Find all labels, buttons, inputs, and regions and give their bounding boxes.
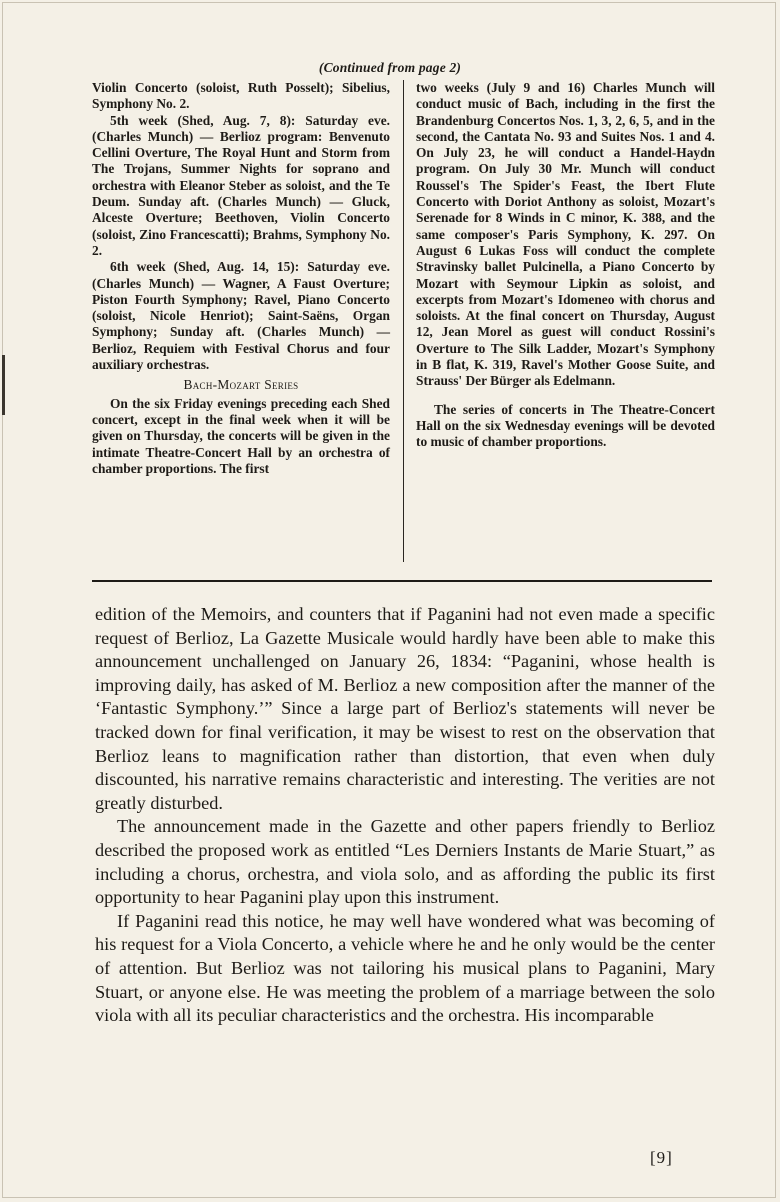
left-para-1: Violin Concerto (soloist, Ruth Posselt); Sibelius, Symphony No. 2. — [92, 80, 390, 112]
main-para-3: If Paganini read this notice, he may well have wondered what was becoming of his request for a Viola Concerto, a vehicle where he and he only would be the center of attention. But Berlioz was not tailoring his musical plans to Paganini, Mary Stuart, or anyone else. He was meeting the problem of a marriage between the solo viola with all its peculiar characteristics and the orchestra. His incomparable — [95, 910, 715, 1026]
left-column — [92, 80, 390, 477]
left-para-week6: 6th week (Shed, Aug. 14, 15): Saturday eve. (Charles Munch) — Wagner, A Faust Overture; Piston Fourth Symphony; Ravel, Piano Concerto (soloist, Nicole Henriot); Saint-Saëns, Organ Symphony; Sunday aft. (Charles Munch) — Berlioz, Requiem with Festival Chorus and four auxiliary orchestras. — [92, 259, 390, 373]
main-text — [95, 603, 715, 1028]
column-divider — [403, 80, 404, 562]
right-gap — [416, 390, 715, 402]
left-para-week5: 5th week (Shed, Aug. 7, 8): Saturday eve. (Charles Munch) — Berlioz program: Benvenuto Cellini Overture, The Royal Hunt and Storm from The Trojans, Summer Nights for soprano and orchestra with Eleanor Steber as soloist, and the Te Deum. Sunday aft. (Charles Munch) — Gluck, Alceste Overture; Beethoven, Violin Concerto (soloist, Zino Francescatti); Brahms, Symphony No. 2. — [92, 112, 390, 258]
page-number: [9] — [650, 1148, 673, 1167]
right-para-1: two weeks (July 9 and 16) Charles Munch will conduct music of Bach, including in the first the Brandenburg Concertos Nos. 1, 3, 2, 6, 5, and in the second, the Cantata No. 93 and Suites Nos. 1 and 4. On July 23, he will conduct a Handel-Haydn program. On July 30 Mr. Munch will conduct Roussel's The Spider's Feast, the Ibert Flute Concerto with Doriot Anthony as soloist, Mozart's Serenade for 8 Winds in C minor, K. 388, and the same composer's Paris Symphony, K. 297. On August 6 Lukas Foss will conduct the complete Stravinsky ballet Pulcinella, a Piano Concerto by Mozart with Seymour Lipkin as soloist, and excerpts from Mozart's Idomeneo with chorus and soloists. At the final concert on Thursday, August 12, Jean Morel as guest will conduct Rossini's Overture to The Silk Ladder, Mozart's Symphony in B flat, K. 319, Ravel's Mother Goose Suite, and Strauss' Der Bürger als Edelmann. — [416, 80, 715, 389]
continued-header: (Continued from page 2) — [318, 60, 462, 75]
series-heading: Bach-Mozart Series — [183, 377, 299, 393]
main-para-1: edition of the Memoirs, and counters that if Paganini had not even made a specific request of Berlioz, La Gazette Musicale would hardly have been able to make this announcement unchallenged on January 26, 1834: “Paganini, whose health is improving daily, has asked of M. Berlioz a new composition after the manner of the ‘Fantastic Symphony.’” Since a large part of Berlioz's statements will never be tracked down for final verification, it may be wisest to rest on the observation that Berlioz leans to magnification rather than distortion, that even when duly discounted, his narrative remains characteristic and interesting. The verities are not greatly disturbed. — [95, 604, 715, 813]
left-para-series: On the six Friday evenings preceding each Shed concert, except in the final week when it will be given on Thursday, the concerts will be given in the intimate Theatre-Concert Hall by an orchestra of chamber proportions. The first — [92, 395, 390, 476]
right-column — [416, 80, 715, 451]
section-rule — [92, 580, 712, 582]
main-para-2: The announcement made in the Gazette and other papers friendly to Berlioz described the proposed work as entitled “Les Derniers Instants de Marie Stuart,” as including a chorus, orchestra, and viola solo, and as affording the public its first opportunity to hear Paganini play upon this instrument. — [95, 816, 715, 908]
margin-mark — [2, 355, 5, 415]
right-para-2: The series of concerts in The Theatre-Concert Hall on the six Wednesday evenings will be devoted to music of chamber proportions. — [416, 401, 715, 450]
